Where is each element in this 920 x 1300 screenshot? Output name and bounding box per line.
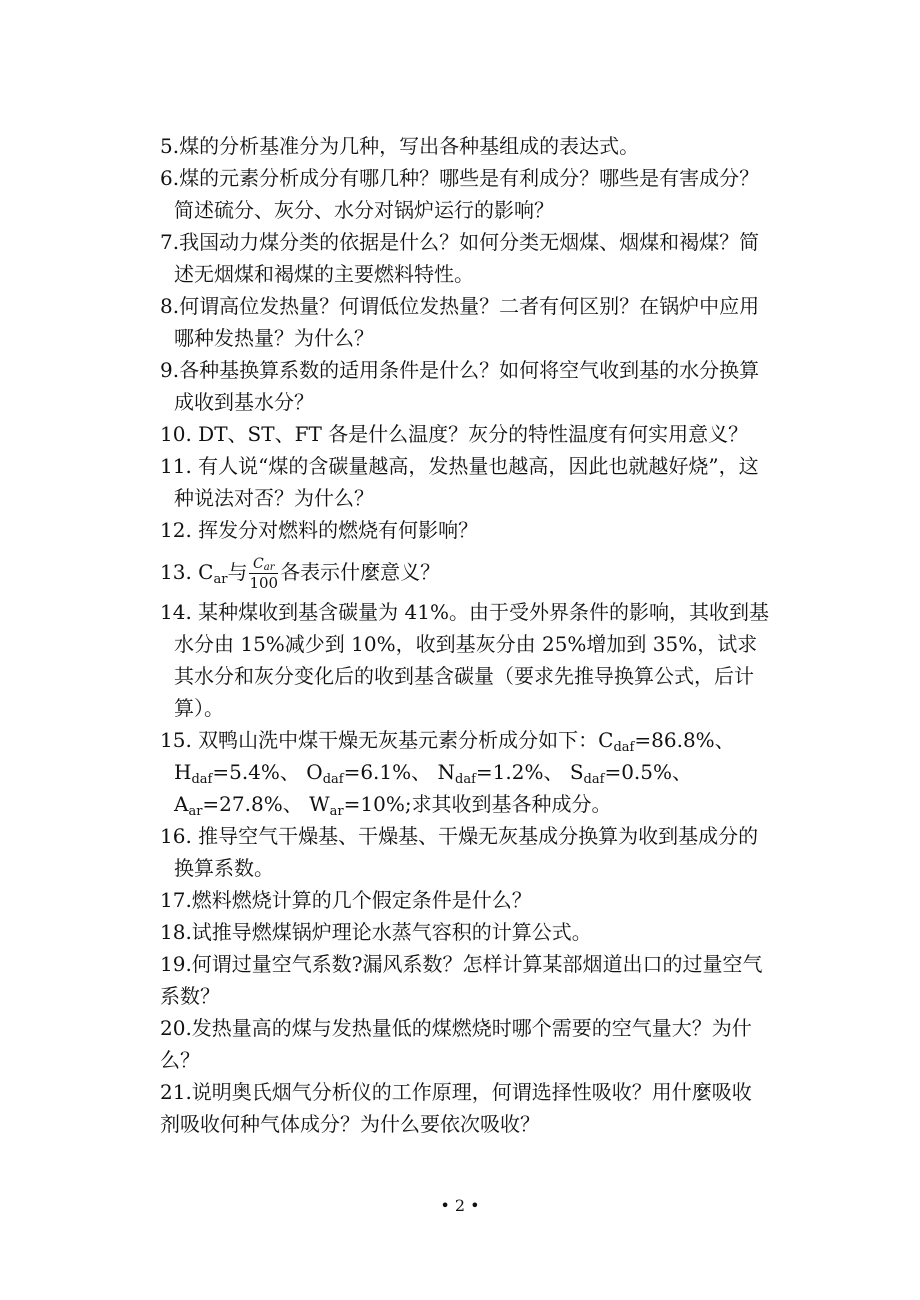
question-11: 11. 有人说“煤的含碳量越高，发热量也越高，因此也就越好烧”，这种说法对否？为什么？ <box>160 454 759 510</box>
question-12: 12. 挥发分对燃料的燃烧有何影响？ <box>160 518 479 542</box>
fraction-denominator: 100 <box>249 574 279 592</box>
question-8: 8.何谓高位发热量？何谓低位发热量？二者有何区别？在锅炉中应用哪种发热量？为什么？ <box>160 294 760 350</box>
q13-fraction <box>249 555 278 592</box>
question-5: 5.煤的分析基准分为几种，写出各种基组成的表达式。 <box>160 134 640 158</box>
question-17: 17.燃料燃烧计算的几个假定条件是什么？ <box>160 888 532 912</box>
q13-suffix: 各表示什麼意义？ <box>280 560 441 584</box>
fraction-numerator: $C_{ar}$ <box>249 555 278 574</box>
question-16: 16. 推导空气干燥基、干燥基、干燥无灰基成分换算为收到基成分的换算系数。 <box>160 824 759 880</box>
page-number: • 2 • <box>440 1196 480 1215</box>
question-18: 18.试推导燃煤锅炉理论水蒸气容积的计算公式。 <box>160 920 592 944</box>
question-20: 20.发热量高的煤与发热量低的煤燃烧时哪个需要的空气量大？为什么？ <box>160 1016 752 1072</box>
question-6: 6.煤的元素分析成分有哪几种？哪些是有利成分？哪些是有害成分？简述硫分、灰分、水分对锅炉运行的影响？ <box>160 166 760 222</box>
q13-subscript: ar <box>213 572 228 587</box>
q15-outro: 求其收到基各种成分。 <box>411 792 612 816</box>
question-13 <box>160 552 770 592</box>
component-c: $C_{daf}=86.8\%$、 <box>598 728 735 755</box>
q15-intro: 15. 双鸭山洗中煤干燥无灰基元素分析成分如下： <box>160 728 599 752</box>
question-list <box>160 130 770 1140</box>
question-15 <box>160 724 770 820</box>
component-s: $S_{daf}=0.5\%$、 <box>569 760 693 787</box>
question-7: 7.我国动力煤分类的依据是什么？如何分类无烟煤、烟煤和褐煤？简述无烟煤和褐煤的主要燃料特性。 <box>160 230 760 286</box>
question-14: 14. 某种煤收到基含碳量为 41%。由于受外界条件的影响，其收到基水分由 15%减少到 10%，收到基灰分由 25%增加到 35%，试求其水分和灰分变化后的收到基含碳量（要求先推导换算公式，后计算）。 <box>160 600 769 720</box>
q13-middle: 与 <box>227 560 248 584</box>
component-w: $W_{ar}=10\%$; <box>309 792 412 819</box>
question-19: 19.何谓过量空气系数?漏风系数？怎样计算某部烟道出口的过量空气系数？ <box>160 952 763 1008</box>
question-9: 9.各种基换算系数的适用条件是什么？如何将空气收到基的水分换算成收到基水分？ <box>160 358 760 414</box>
component-o: $O_{daf}=6.1\%$、 <box>306 760 432 787</box>
question-10: 10. DT、ST、FT 各是什么温度？灰分的特性温度有何实用意义？ <box>160 422 749 446</box>
question-21: 21.说明奥氏烟气分析仪的工作原理，何谓选择性吸收？用什麼吸收剂吸收何种气体成分？为什么要依次吸收？ <box>160 1080 752 1136</box>
q13-prefix: 13. C <box>160 560 214 584</box>
component-h: $H_{daf}=5.4\%$、 <box>174 760 300 787</box>
component-a: $A_{ar}=27.8\%$、 <box>174 792 303 819</box>
component-n: $N_{daf}=1.2\%$、 <box>437 760 564 787</box>
